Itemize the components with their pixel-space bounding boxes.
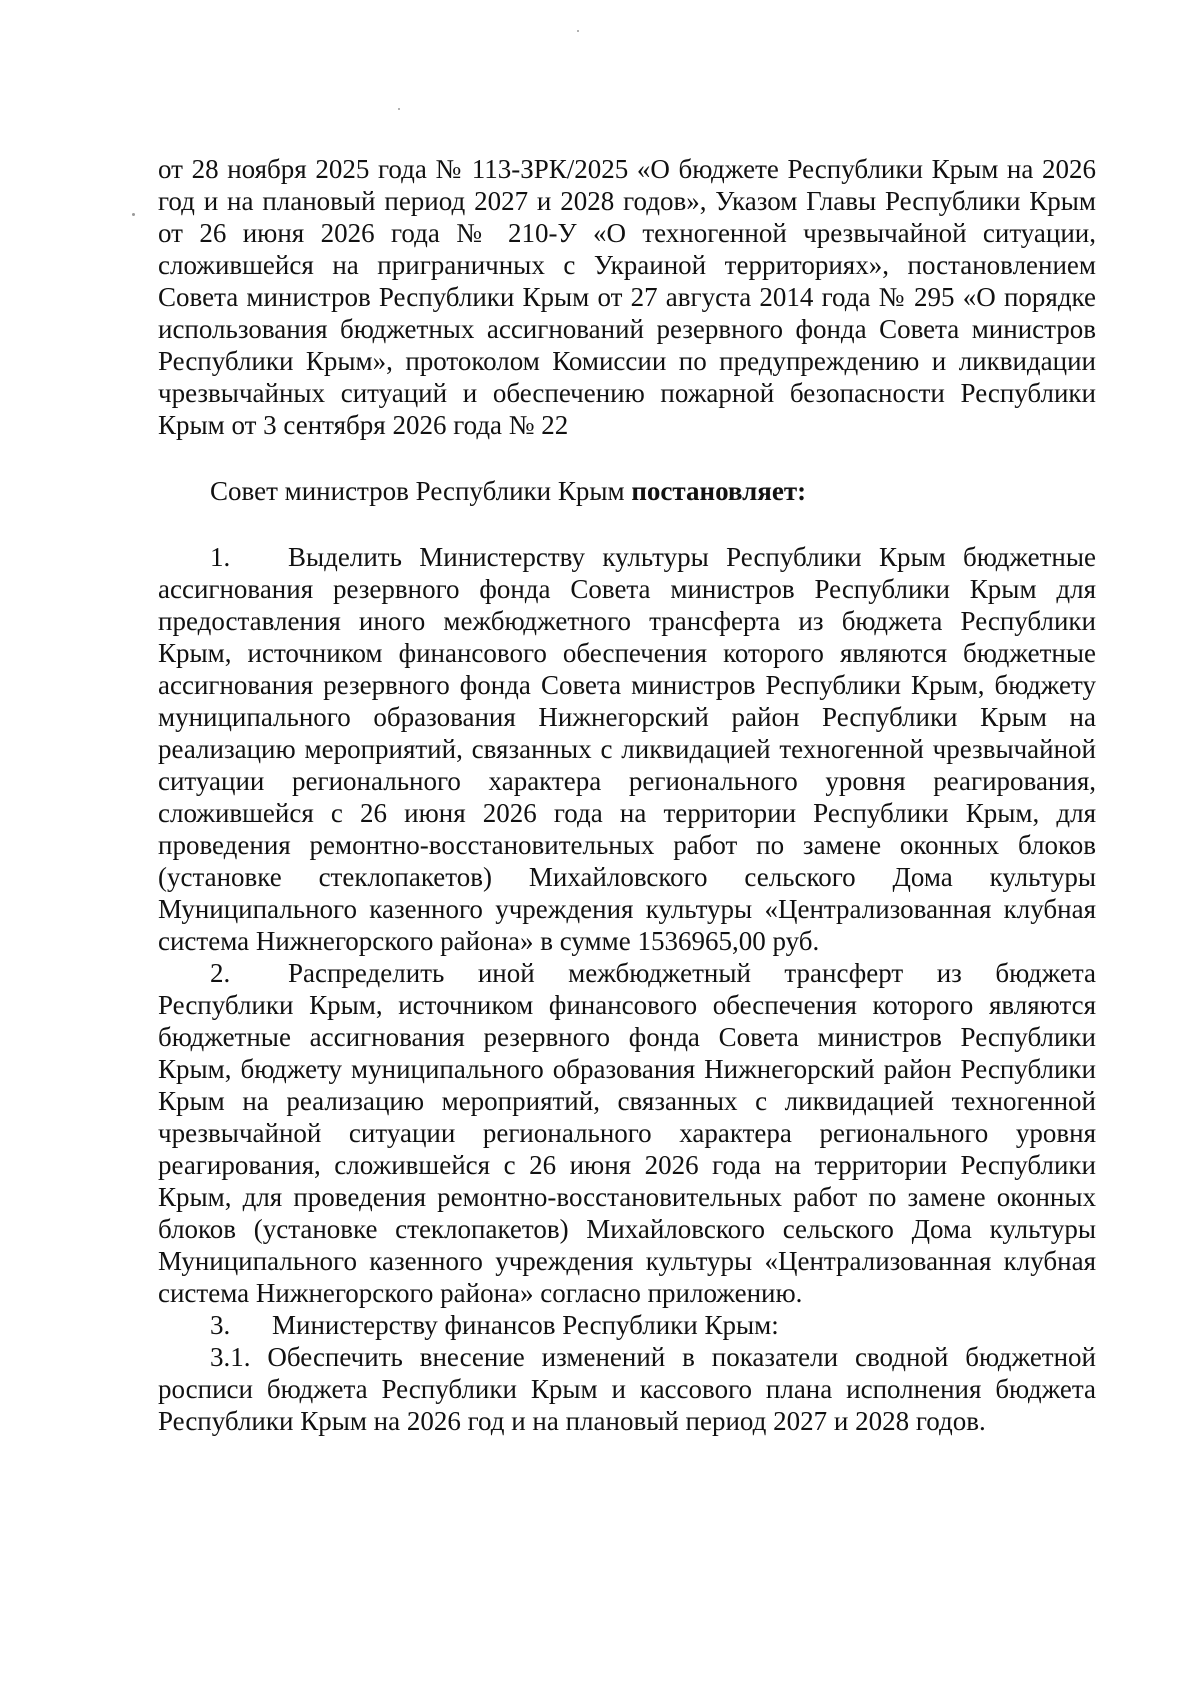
document-body	[158, 153, 1096, 1437]
item-number: 3.	[210, 1310, 231, 1340]
item-text: Обеспечить внесение изменений в показатели сводной бюджетной росписи бюджета Республики Крым и кассового плана исполнения бюджета Республики Крым на 2026 год и на плановый период 2027 и 2028 годов.	[158, 1342, 1097, 1436]
item-number: 1.	[210, 542, 231, 572]
item-1	[158, 541, 1096, 957]
decree-verb: постановляет:	[631, 476, 807, 506]
intro-paragraph: от 28 ноября 2025 года № 113-ЗРК/2025 «О бюджете Республики Крым на 2026 год и на плановый период 2027 и 2028 годов», Указом Главы Республики Крым от 26 июня 2026 года № 210-У «О техногенной чрезвычайной ситуации, сложившейся на приграничных с Украиной территориях», постановлением Совета министров Республики Крым от 27 августа 2014 года № 295 «О порядке использования бюджетных ассигнований резервного фонда Совета министров Республики Крым», протоколом Комиссии по предупреждению и ликвидации чрезвычайных ситуаций и обеспечению пожарной безопасности Республики Крым от 3 сентября 2026 года № 22	[158, 154, 1096, 440]
scan-speck	[577, 30, 579, 32]
decree-prefix: Совет министров Республики Крым	[210, 476, 632, 506]
item-3-1	[158, 1341, 1096, 1437]
decree-line	[158, 475, 1096, 507]
item-text: Распределить иной межбюджетный трансферт из бюджета Республики Крым, источником финансового обеспечения которого являются бюджетные ассигнования резервного фонда Совета министров Республики Крым, бюджету муниципального образования Нижнегорский район Республики Крым на реализацию мероприятий, связанных с ликвидацией техногенной чрезвычайной ситуации регионального характера регионального уровня реагирования, сложившейся с 26 июня 2026 года на территории Республики Крым, для проведения ремонтно-восстановительных работ по замене оконных блоков (установке стеклопакетов) Михайловского сельского Дома культуры Муниципального казенного учреждения культуры «Централизованная клубная система Нижнегорского района» согласно приложению.	[158, 958, 1096, 1308]
item-2	[158, 957, 1096, 1309]
scan-speck	[132, 213, 135, 216]
item-3	[158, 1309, 1096, 1341]
item-number: 2.	[210, 958, 231, 988]
item-number: 3.1.	[210, 1342, 251, 1372]
item-text: Министерству финансов Республики Крым:	[272, 1310, 779, 1340]
scan-speck	[398, 108, 400, 110]
item-text: Выделить Министерству культуры Республики Крым бюджетные ассигнования резервного фонда Совета министров Республики Крым для предоставления иного межбюджетного трансферта из бюджета Республики Крым, источником финансового обеспечения которого являются бюджетные ассигнования резервного фонда Совета министров Республики Крым, бюджету муниципального образования Нижнегорский район Республики Крым на реализацию мероприятий, связанных с ликвидацией техногенной чрезвычайной ситуации регионального характера регионального уровня реагирования, сложившейся с 26 июня 2026 года на территории Республики Крым, для проведения ремонтно-восстановительных работ по замене оконных блоков (установке стеклопакетов) Михайловского сельского Дома культуры Муниципального казенного учреждения культуры «Централизованная клубная система Нижнегорского района» в сумме 1536965,00 руб.	[158, 542, 1096, 956]
